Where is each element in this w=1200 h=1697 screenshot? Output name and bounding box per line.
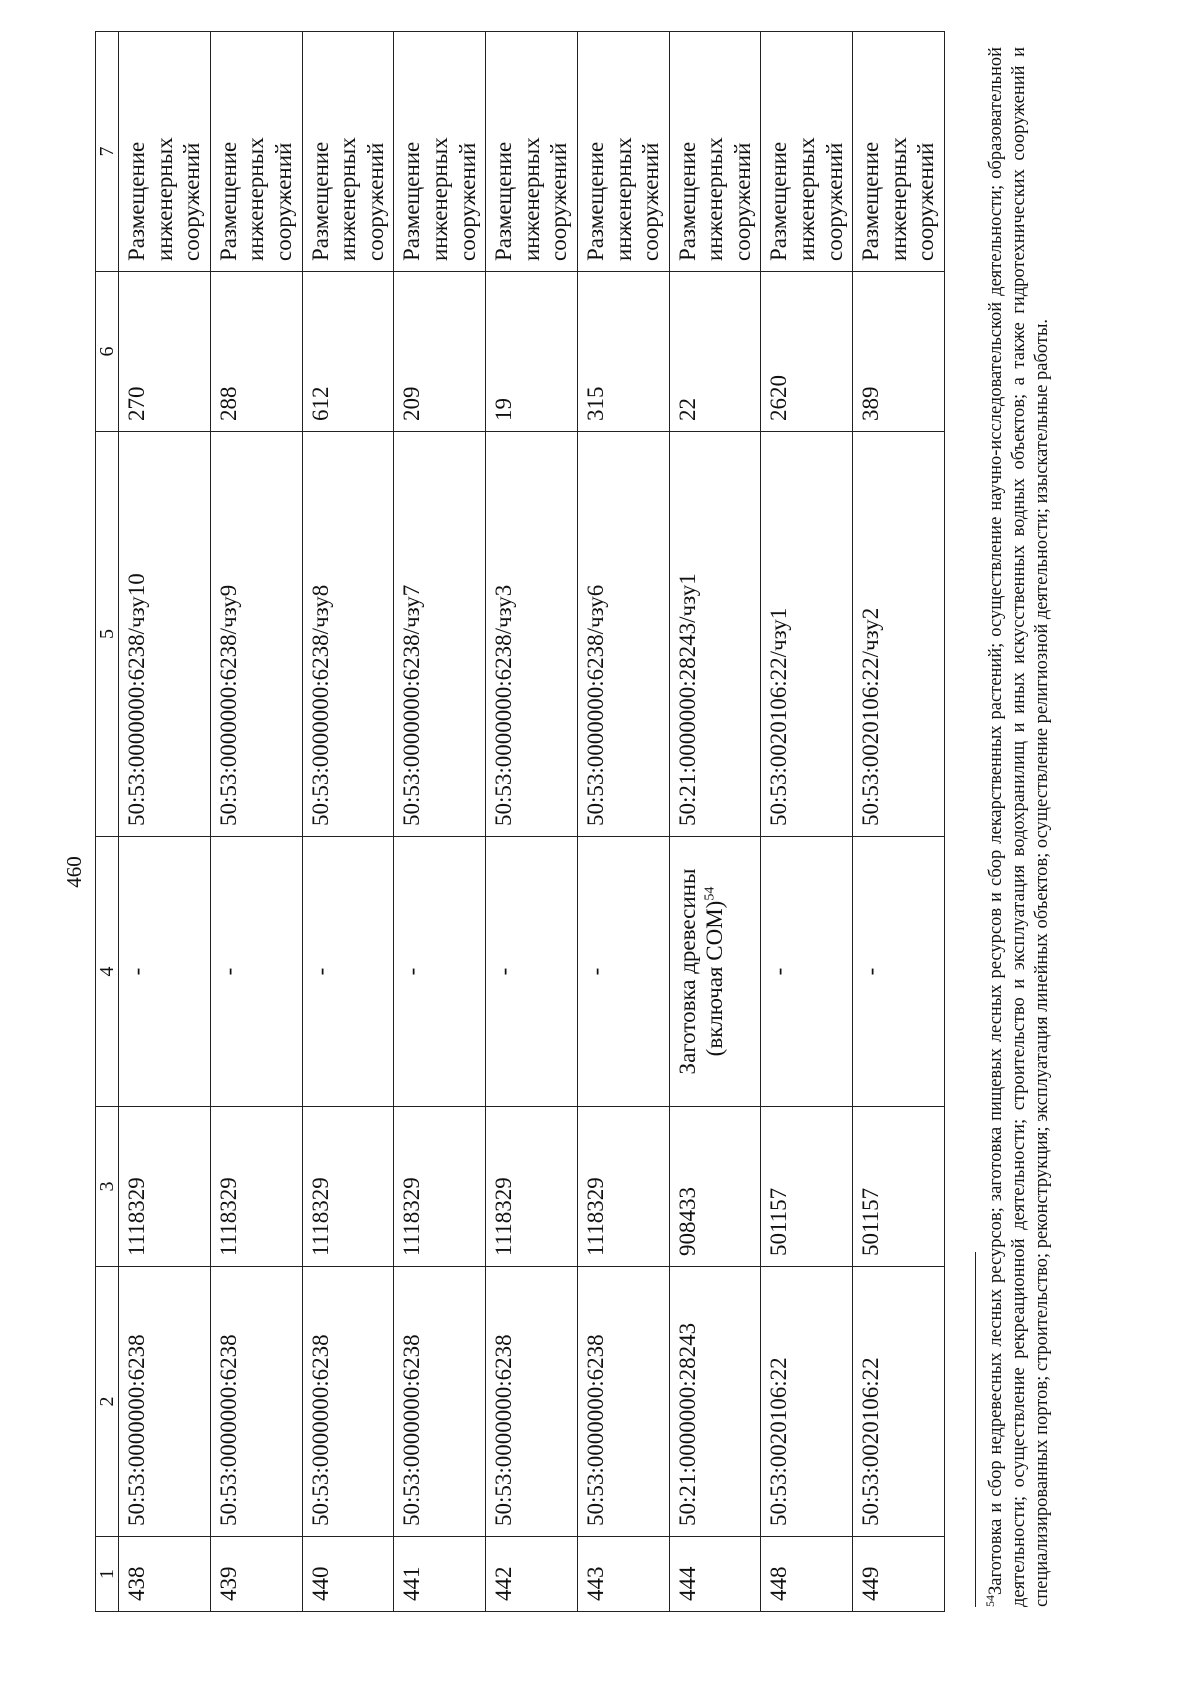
area-cell: [302, 272, 394, 432]
zone-number-cell: [761, 432, 853, 837]
table-row: [394, 32, 486, 1612]
area-text: 389: [858, 386, 884, 421]
zone-number-cell: [394, 432, 486, 837]
footnote-marker: 54: [982, 1595, 997, 1607]
area-text: 2620: [766, 375, 792, 421]
cadastral-number-cell: [119, 1267, 211, 1537]
column-4-value-text: -: [491, 967, 517, 976]
area-cell: [761, 272, 853, 432]
column-4-value-text: -: [215, 967, 241, 976]
cadastral-number-cell: [394, 1267, 486, 1537]
column-header: 1: [96, 1537, 119, 1612]
zone-number-cell: [210, 432, 302, 837]
purpose-text: Размещение инженерных сооружений: [491, 137, 572, 261]
zone-number-cell: [486, 432, 578, 837]
column-4-value-text: -: [124, 967, 149, 976]
table-header-row: [96, 32, 119, 1612]
footnote-text: Заготовка и сбор недревесных лесных ресурсов; заготовка пищевых лесных ресурсов и сбор лекарственных растений; осуществление научно-исследовательской деятельности; образовательной деятельности; осуществление рекреационной деятельности; строительство и эксплуатация водохранилищ и иных искусственных водных объектов; а также гидротехнических сооружений и специализированных портов; строительство; реконструкция; эксплуатация линейных объектов; осуществление религиозной деятельности; изыскательные работы.: [986, 47, 1052, 1607]
area-text: 612: [307, 386, 333, 421]
cadastral-number-text: 50:53:0000000:6238: [491, 1334, 517, 1526]
footnote-separator: [975, 1252, 976, 1607]
area-text: 209: [399, 386, 425, 421]
zone-number-cell: [669, 432, 761, 837]
column-3-value-text: 1118329: [124, 1177, 149, 1256]
column-4-value-cell: [486, 837, 578, 1107]
cadastral-number-text: 50:21:0000000:28243: [674, 1322, 700, 1526]
row-number-text: 440: [307, 1566, 333, 1601]
row-number-cell: [669, 1537, 761, 1612]
area-cell: [486, 272, 578, 432]
column-4-value-cell: [853, 837, 945, 1107]
column-4-value-text: Заготовка древесины (включая СОМ): [674, 868, 728, 1075]
column-4-value-cell: [302, 837, 394, 1107]
column-3-value-text: 1118329: [307, 1177, 333, 1256]
column-3-value-cell: [669, 1107, 761, 1267]
zone-number-text: 50:53:0020106:22/чзу1: [766, 607, 792, 826]
row-number-cell: [853, 1537, 945, 1612]
cadastral-number-text: 50:53:0000000:6238: [124, 1334, 149, 1526]
row-number-text: 443: [582, 1566, 608, 1601]
row-number-text: 439: [215, 1566, 241, 1601]
row-number-text: 448: [766, 1566, 792, 1601]
purpose-text: Размещение инженерных сооружений: [307, 137, 388, 261]
column-3-value-cell: [853, 1107, 945, 1267]
purpose-text: Размещение инженерных сооружений: [858, 137, 939, 261]
zone-number-text: 50:53:0000000:6238/чзу3: [491, 584, 517, 826]
cadastral-number-cell: [210, 1267, 302, 1537]
column-4-value-text: -: [858, 967, 884, 976]
purpose-text: Размещение инженерных сооружений: [766, 137, 847, 261]
row-number-cell: [761, 1537, 853, 1612]
column-3-value-text: 1118329: [215, 1177, 241, 1256]
footnote-reference: 54: [702, 886, 718, 901]
zone-number-text: 50:53:0000000:6238/чзу8: [307, 584, 333, 826]
column-4-value-cell: [394, 837, 486, 1107]
purpose-cell: [761, 32, 853, 272]
row-number-text: 441: [399, 1566, 425, 1601]
table-body: [119, 32, 945, 1612]
column-header: 6: [96, 272, 119, 432]
cadastral-number-cell: [853, 1267, 945, 1537]
cadastral-number-text: 50:53:0020106:22: [766, 1357, 792, 1526]
area-text: 315: [582, 386, 608, 421]
zone-number-cell: [302, 432, 394, 837]
column-header: 4: [96, 837, 119, 1107]
cadastral-number-text: 50:53:0000000:6238: [307, 1334, 333, 1526]
zone-number-cell: [119, 432, 211, 837]
cadastral-number-cell: [761, 1267, 853, 1537]
row-number-cell: [119, 1537, 211, 1612]
column-4-value-cell: [669, 837, 761, 1107]
column-4-value-cell: [761, 837, 853, 1107]
area-cell: [210, 272, 302, 432]
area-cell: [577, 272, 669, 432]
row-number-text: 438: [124, 1566, 149, 1601]
cadastral-number-text: 50:53:0000000:6238: [582, 1334, 608, 1526]
column-header: 2: [96, 1267, 119, 1537]
column-3-value-text: 1118329: [491, 1177, 517, 1256]
zone-number-text: 50:53:0000000:6238/чзу9: [215, 584, 241, 826]
purpose-cell: [210, 32, 302, 272]
column-4-value-text: -: [582, 967, 608, 976]
column-4-value-text: -: [399, 967, 425, 976]
cadastral-number-text: 50:53:0020106:22: [858, 1357, 884, 1526]
column-4-value-cell: [210, 837, 302, 1107]
column-4-value-text: -: [307, 967, 333, 976]
column-3-value-cell: [210, 1107, 302, 1267]
purpose-text: Размещение инженерных сооружений: [582, 137, 664, 261]
purpose-text: Размещение инженерных сооружений: [674, 137, 755, 261]
column-4-value-cell: [119, 837, 211, 1107]
area-cell: [394, 272, 486, 432]
row-number-text: 444: [674, 1566, 700, 1601]
column-3-value-cell: [394, 1107, 486, 1267]
area-text: 288: [215, 386, 241, 421]
cadastral-number-text: 50:53:0000000:6238: [215, 1334, 241, 1526]
column-4-value-cell: [577, 837, 669, 1107]
table-row: [302, 32, 394, 1612]
table-row: [853, 32, 945, 1612]
column-3-value-text: 501157: [766, 1187, 792, 1256]
table-row: [761, 32, 853, 1612]
row-number-cell: [394, 1537, 486, 1612]
table-row: [669, 32, 761, 1612]
zone-number-text: 50:53:0020106:22/чзу2: [858, 607, 884, 826]
row-number-cell: [577, 1537, 669, 1612]
cadastral-number-cell: [486, 1267, 578, 1537]
purpose-cell: [853, 32, 945, 272]
purpose-cell: [394, 32, 486, 272]
column-3-value-cell: [302, 1107, 394, 1267]
table-row: [577, 32, 669, 1612]
area-cell: [669, 272, 761, 432]
column-4-value-text: -: [766, 967, 792, 976]
row-number-cell: [210, 1537, 302, 1612]
area-text: 19: [491, 398, 517, 421]
cadastral-number-cell: [669, 1267, 761, 1537]
column-3-value-text: 1118329: [399, 1177, 425, 1256]
area-cell: [119, 272, 211, 432]
zone-number-cell: [577, 432, 669, 837]
table-row: [210, 32, 302, 1612]
cadastral-number-cell: [577, 1267, 669, 1537]
column-header: 7: [96, 32, 119, 272]
column-3-value-text: 501157: [858, 1187, 884, 1256]
column-3-value-text: 908433: [674, 1187, 700, 1256]
purpose-text: Размещение инженерных сооружений: [399, 137, 480, 261]
row-number-cell: [486, 1537, 578, 1612]
purpose-cell: [669, 32, 761, 272]
purpose-text: Размещение инженерных сооружений: [215, 137, 296, 261]
row-number-text: 442: [491, 1566, 517, 1601]
zone-number-cell: [853, 432, 945, 837]
zone-number-text: 50:53:0000000:6238/чзу7: [399, 584, 425, 826]
table-row: [486, 32, 578, 1612]
cadastral-number-cell: [302, 1267, 394, 1537]
cadastral-number-text: 50:53:0000000:6238: [399, 1334, 425, 1526]
purpose-cell: [119, 32, 211, 272]
land-plots-table: [95, 31, 945, 1612]
column-header: 5: [96, 432, 119, 837]
column-3-value-cell: [761, 1107, 853, 1267]
zone-number-text: 50:53:0000000:6238/чзу6: [582, 584, 608, 826]
page-number: 460: [62, 856, 86, 888]
zone-number-text: 50:21:0000000:28243/чзу1: [674, 573, 700, 826]
column-3-value-cell: [486, 1107, 578, 1267]
zone-number-text: 50:53:0000000:6238/чзу10: [124, 573, 149, 826]
area-cell: [853, 272, 945, 432]
column-3-value-cell: [577, 1107, 669, 1267]
row-number-text: 449: [858, 1566, 884, 1601]
row-number-cell: [302, 1537, 394, 1612]
table-row: [119, 32, 211, 1612]
column-3-value-cell: [119, 1107, 211, 1267]
purpose-text: Размещение инженерных сооружений: [124, 137, 205, 261]
purpose-cell: [302, 32, 394, 272]
column-header: 3: [96, 1107, 119, 1267]
purpose-cell: [486, 32, 578, 272]
purpose-cell: [577, 32, 669, 272]
area-text: 270: [124, 386, 149, 421]
column-3-value-text: 1118329: [582, 1177, 608, 1256]
area-text: 22: [674, 398, 700, 421]
footnote: [982, 47, 1054, 1607]
